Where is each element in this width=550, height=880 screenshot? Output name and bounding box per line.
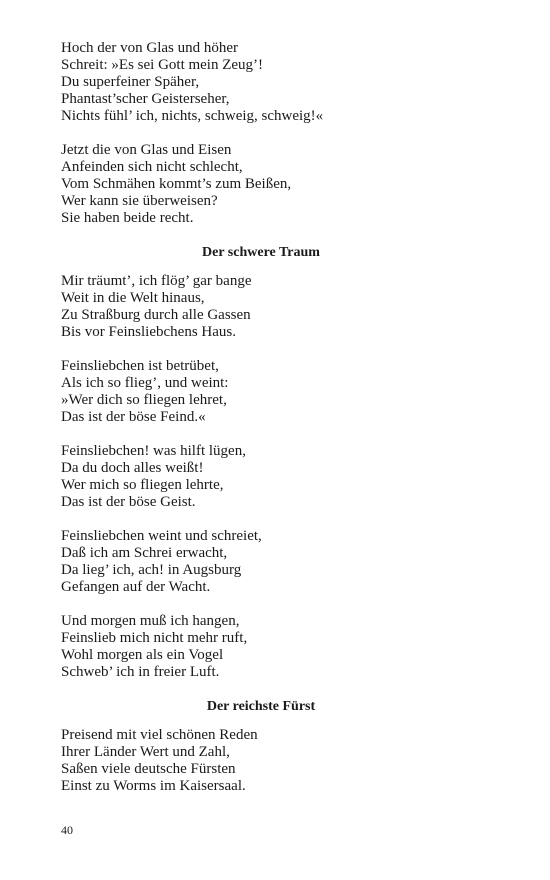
poem-der-reichste-fuerst: [61, 698, 461, 795]
verse-line: Ihrer Länder Wert und Zahl,: [61, 744, 230, 760]
verse-line: Daß ich am Schrei erwacht,: [61, 545, 228, 561]
verse-line: Wer mich so fliegen lehrte,: [61, 477, 224, 493]
stanza: [61, 528, 461, 596]
verse-line: Schreit: »Es sei Gott mein Zeug’!: [61, 57, 264, 73]
verse-line: Feinslieb mich nicht mehr ruft,: [61, 630, 248, 646]
verse-line: Sie haben beide recht.: [61, 210, 194, 226]
verse-line: Und morgen muß ich hangen,: [61, 613, 240, 629]
verse-line: Preisend mit viel schönen Reden: [61, 727, 258, 743]
verse-line: Feinsliebchen weint und schreiet,: [61, 528, 262, 544]
verse-line: Schweb’ ich in freier Luft.: [61, 664, 220, 680]
verse-line: Bis vor Feinsliebchens Haus.: [61, 324, 236, 340]
stanza: [61, 273, 461, 341]
verse-line: Da du doch alles weißt!: [61, 460, 204, 476]
verse-line: Jetzt die von Glas und Eisen: [61, 142, 232, 158]
stanza: [61, 443, 461, 511]
verse-line: »Wer dich so fliegen lehret,: [61, 392, 227, 408]
verse-line: Mir träumt’, ich flög’ gar bange: [61, 273, 252, 289]
verse-line: Feinsliebchen! was hilft lügen,: [61, 443, 246, 459]
stanza: [61, 142, 461, 227]
poem-continued: [61, 40, 461, 227]
verse-line: Hoch der von Glas und höher: [61, 40, 239, 56]
verse-line: Weit in die Welt hinaus,: [61, 290, 205, 306]
verse-line: Anfeinden sich nicht schlecht,: [61, 159, 243, 175]
poem-der-schwere-traum: [61, 244, 461, 681]
stanza: [61, 40, 461, 125]
stanza: [61, 358, 461, 426]
stanza: [61, 727, 461, 795]
verse-line: Wer kann sie überweisen?: [61, 193, 218, 209]
verse-line: Feinsliebchen ist betrübet,: [61, 358, 219, 374]
verse-line: Als ich so flieg’, und weint:: [61, 375, 229, 391]
verse-line: Zu Straßburg durch alle Gassen: [61, 307, 251, 323]
verse-line: Einst zu Worms im Kaisersaal.: [61, 778, 246, 794]
verse-line: Phantast’scher Geisterseher,: [61, 91, 230, 107]
verse-line: Das ist der böse Feind.«: [61, 409, 206, 425]
poem-title: Der reichste Fürst: [206, 699, 316, 714]
verse-line: Gefangen auf der Wacht.: [61, 579, 211, 595]
verse-line: Saßen viele deutsche Fürsten: [61, 761, 236, 777]
poem-title: Der schwere Traum: [202, 245, 320, 260]
stanza: [61, 613, 461, 681]
verse-line: Nichts fühl’ ich, nichts, schweig, schweig!«: [61, 108, 324, 124]
verse-line: Du superfeiner Späher,: [61, 74, 200, 90]
verse-line: Das ist der böse Geist.: [61, 494, 196, 510]
verse-line: Wohl morgen als ein Vogel: [61, 647, 224, 663]
verse-line: Vom Schmähen kommt’s zum Beißen,: [61, 176, 292, 192]
verse-line: Da lieg’ ich, ach! in Augsburg: [61, 562, 242, 578]
page-number: 40: [61, 823, 73, 837]
page-body: [61, 40, 461, 812]
